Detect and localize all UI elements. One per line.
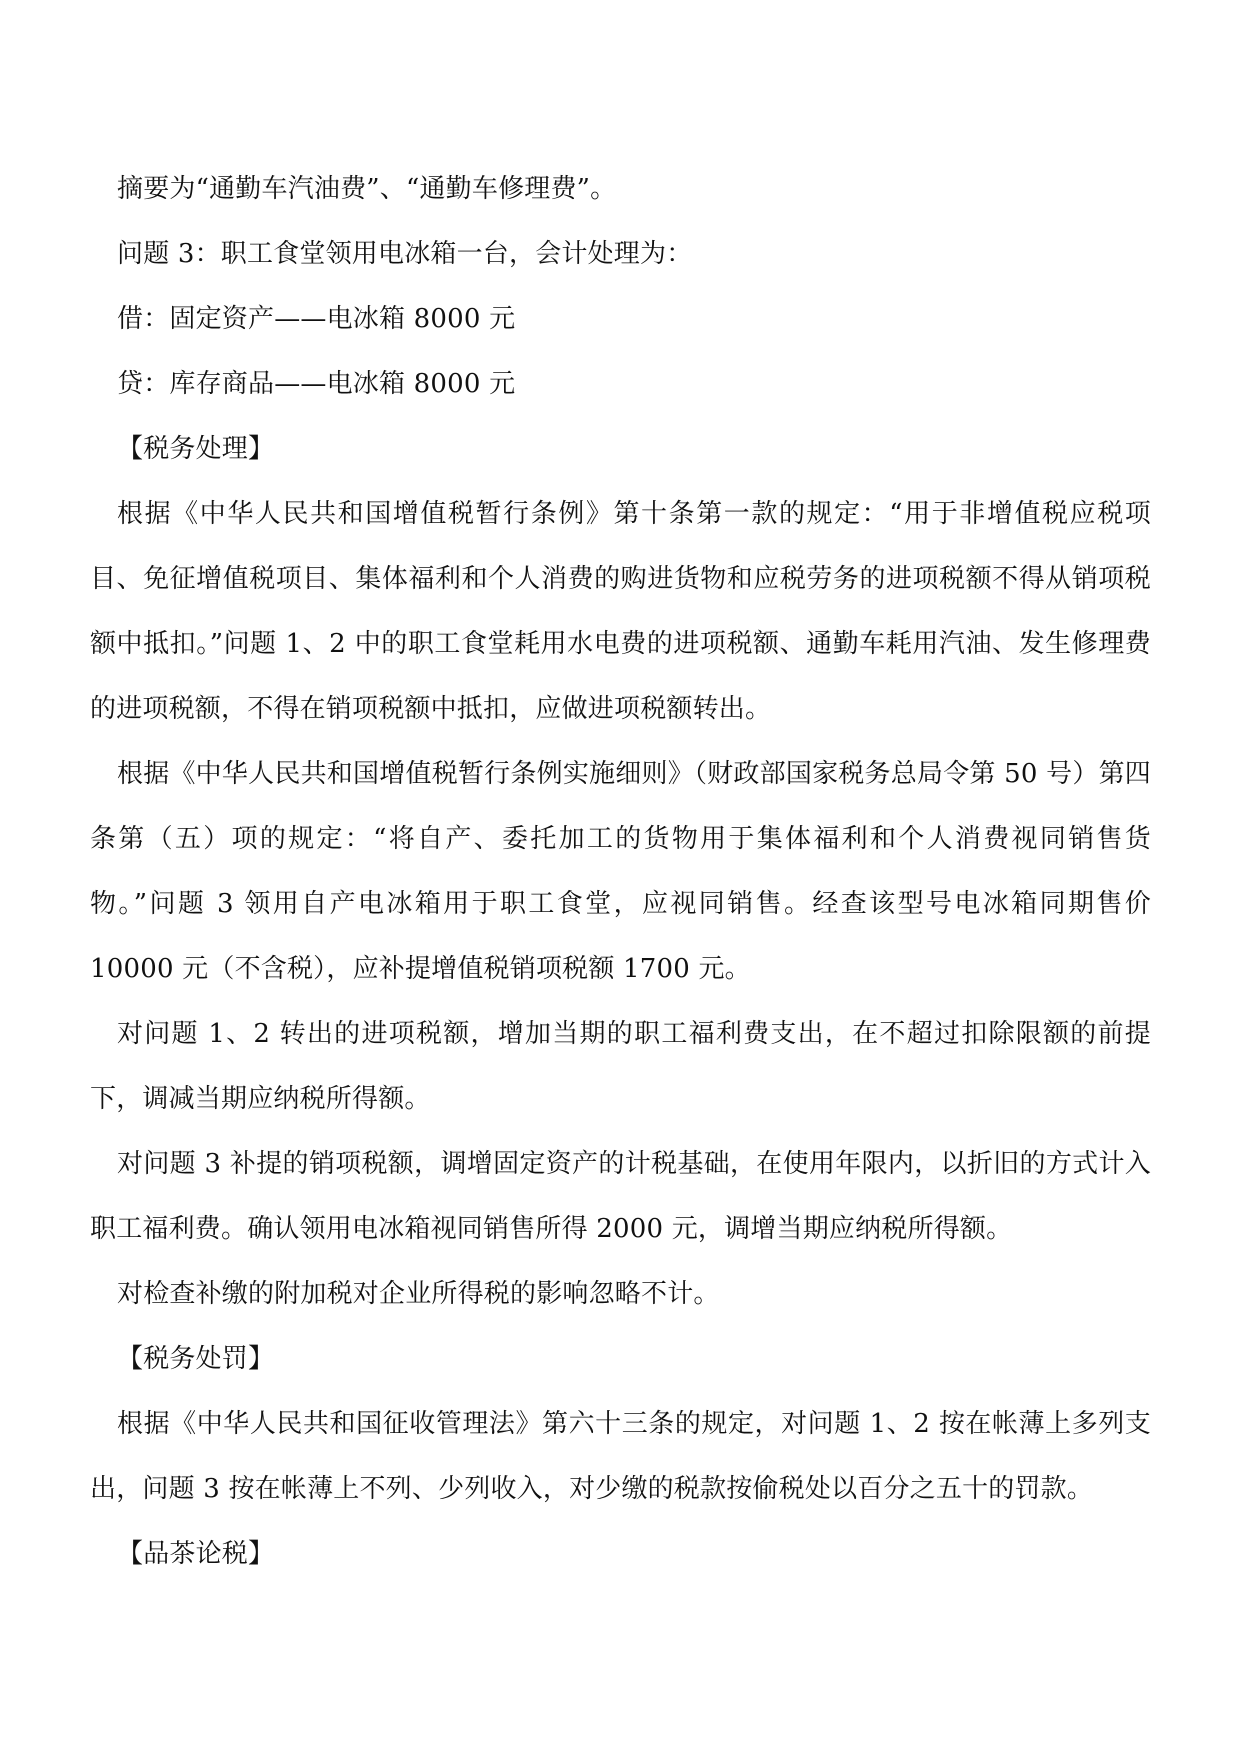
heading-tea-tax-talk: 【品茶论税】	[117, 1539, 275, 1569]
paragraph-debit-entry: 借：固定资产——电冰箱 8000 元	[117, 304, 516, 334]
paragraph-credit-entry: 贷：库存商品——电冰箱 8000 元	[117, 369, 516, 399]
paragraph-surcharge-note: 对检查补缴的附加税对企业所得税的影响忽略不计。	[117, 1279, 720, 1309]
paragraph-question-3: 问题 3：职工食堂领用电冰箱一台，会计处理为：	[117, 239, 693, 269]
paragraph-input-tax-adjustment: 对问题 1、2 转出的进项税额，增加当期的职工福利费支出，在不超过扣除限额的前提下，调减当期应纳税所得额。	[90, 1019, 1151, 1114]
paragraph-vat-regulation: 根据《中华人民共和国增值税暂行条例》第十条第一款的规定：“用于非增值税应税项目、免征增值税项目、集体福利和个人消费的购进货物和应税劳务的进项税额不得从销项税额中抵扣。”问题 1、2 中的职工食堂耗用水电费的进项税额、通勤车耗用汽油、发生修理费的进项税额，不得在销项税额中抵扣，应做进项税额转出。	[90, 499, 1151, 724]
heading-tax-treatment: 【税务处理】	[117, 434, 275, 464]
heading-tax-penalty: 【税务处罚】	[117, 1344, 275, 1374]
paragraph-summary-line: 摘要为“通勤车汽油费”、“通勤车修理费”。	[117, 174, 617, 204]
paragraph-vat-detailed-rules: 根据《中华人民共和国增值税暂行条例实施细则》（财政部国家税务总局令第 50 号）第四条第（五）项的规定：“将自产、委托加工的货物用于集体福利和个人消费视同销售货物。”问题 3 领用自产电冰箱用于职工食堂，应视同销售。经查该型号电冰箱同期售价 10000 元（不含税），应补提增值税销项税额 1700 元。	[90, 759, 1151, 984]
paragraph-penalty-regulation: 根据《中华人民共和国征收管理法》第六十三条的规定，对问题 1、2 按在帐薄上多列支出，问题 3 按在帐薄上不列、少列收入，对少缴的税款按偷税处以百分之五十的罚款。	[90, 1409, 1151, 1504]
paragraph-output-tax-adjustment: 对问题 3 补提的销项税额，调增固定资产的计税基础，在使用年限内，以折旧的方式计入职工福利费。确认领用电冰箱视同销售所得 2000 元，调增当期应纳税所得额。	[90, 1149, 1151, 1244]
